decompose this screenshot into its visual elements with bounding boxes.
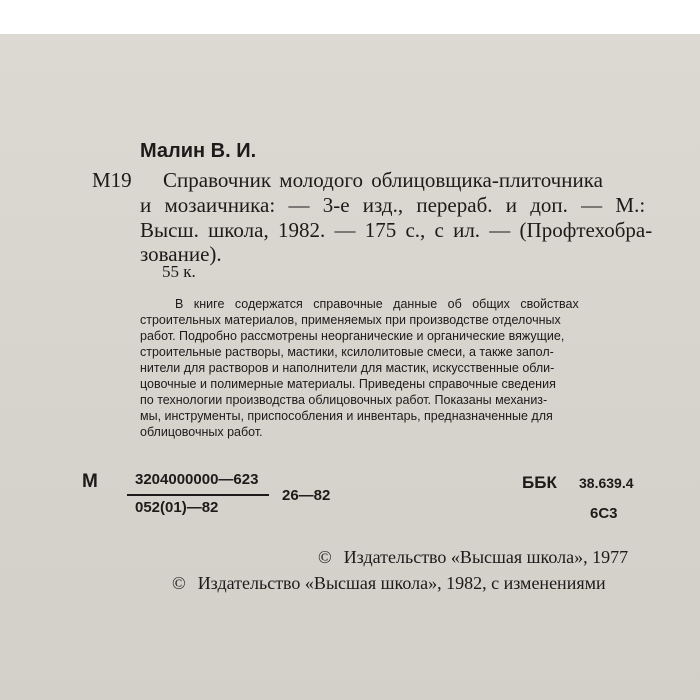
copyright-text-2: Издательство «Высшая школа», 1982, с изменениями	[197, 573, 606, 593]
copyright-line-2	[172, 573, 606, 594]
copyright-line-1	[318, 547, 628, 568]
catalog-year-code: 26—82	[282, 487, 331, 504]
abstract-line-7: по технологии производства облицовочных работ. Показаны механиз-	[140, 393, 548, 407]
abstract-line-8: мы, инструменты, приспособления и инвентарь, предназначенные для	[140, 409, 553, 423]
copyright-icon: ©	[172, 573, 186, 593]
abstract-line-3: работ. Подробно рассмотрены неорганические и органические вяжущие,	[140, 329, 565, 343]
catalog-denominator: 052(01)—82	[135, 499, 219, 516]
price: 55 к.	[162, 262, 196, 281]
catalog-letter: М	[82, 471, 98, 492]
book-code: М19	[92, 168, 132, 192]
top-margin	[0, 0, 700, 34]
abstract-line-6: цовочные и полимерные материалы. Приведены справочные сведения	[140, 377, 556, 391]
title-line-1: Справочник молодого облицовщика-плиточника	[163, 168, 603, 192]
copyright-text-1: Издательство «Высшая школа», 1977	[343, 547, 629, 567]
abstract-line-1: В книге содержатся справочные данные об общих свойствах	[175, 297, 579, 311]
title-line-2: и мозаичника: — 3-е изд., перераб. и доп. — М.:	[140, 193, 646, 217]
abstract-line-2: строительных материалов, применяемых при производстве отделочных	[140, 313, 561, 327]
bbk-value: 38.639.4	[579, 475, 634, 491]
author-name: Малин В. И.	[140, 140, 257, 162]
abstract-line-4: строительные растворы, мастики, ксилолитовые смеси, а также запол-	[140, 345, 554, 359]
class-code: 6С3	[590, 505, 618, 522]
title-line-3: Высш. школа, 1982. — 175 с., с ил. — (Профтехобра-	[140, 218, 653, 242]
fraction-line	[127, 494, 269, 496]
title-line-4: зование).	[140, 242, 222, 266]
catalog-numerator: 3204000000—623	[135, 471, 259, 488]
abstract-line-9: облицовочных работ.	[140, 425, 263, 439]
copyright-icon: ©	[318, 547, 332, 567]
abstract-line-5: нители для растворов и наполнители для мастик, искусственные обли-	[140, 361, 555, 375]
bbk-label: ББК	[522, 473, 557, 492]
